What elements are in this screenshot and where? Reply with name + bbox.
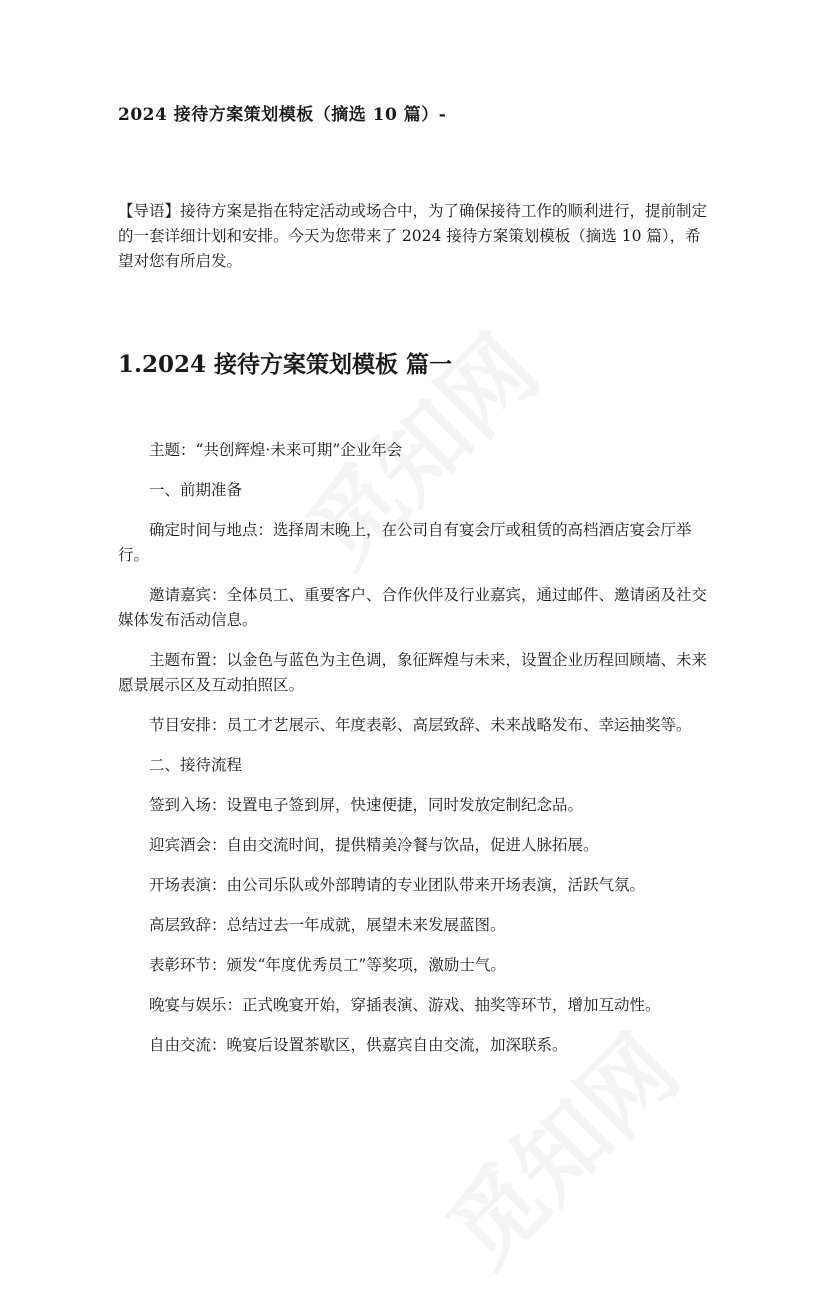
body-paragraph: 主题布置：以金色与蓝色为主色调，象征辉煌与未来，设置企业历程回顾墙、未来愿景展示区及互动拍照区。 bbox=[118, 651, 708, 694]
body-paragraph: 高层致辞：总结过去一年成就，展望未来发展蓝图。 bbox=[149, 916, 506, 934]
body-paragraph: 签到入场：设置电子签到屏，快速便捷，同时发放定制纪念品。 bbox=[149, 796, 584, 814]
body-paragraph: 开场表演：由公司乐队或外部聘请的专业团队带来开场表演，活跃气氛。 bbox=[149, 876, 646, 894]
body-paragraph: 节目安排：员工才艺展示、年度表彰、高层致辞、未来战略发布、幸运抽奖等。 bbox=[149, 716, 692, 734]
body-paragraph: 邀请嘉宾：全体员工、重要客户、合作伙伴及行业嘉宾，通过邮件、邀请函及社交媒体发布活动信息。 bbox=[118, 586, 708, 629]
document-title: 2024 接待方案策划模板（摘选 10 篇）- bbox=[118, 105, 447, 125]
body-paragraph: 确定时间与地点：选择周末晚上，在公司自有宴会厅或租赁的高档酒店宴会厅举行。 bbox=[118, 521, 692, 564]
subsection-heading: 二、接待流程 bbox=[149, 756, 243, 774]
body-paragraph: 自由交流：晚宴后设置茶歇区，供嘉宾自由交流，加深联系。 bbox=[149, 1036, 568, 1054]
body-paragraph: 表彰环节：颁发“年度优秀员工”等奖项，激励士气。 bbox=[149, 956, 506, 974]
body-paragraph: 主题：“共创辉煌·未来可期”企业年会 bbox=[149, 441, 403, 459]
intro-paragraph: 【导语】接待方案是指在特定活动或场合中，为了确保接待工作的顺利进行，提前制定的一套详细计划和安排。今天为您带来了 2024 接待方案策划模板（摘选 10 篇），希望对您有所启发。 bbox=[118, 202, 708, 270]
subsection-heading: 一、前期准备 bbox=[149, 481, 243, 499]
body-paragraph: 晚宴与娱乐：正式晚宴开始，穿插表演、游戏、抽奖等环节，增加互动性。 bbox=[149, 996, 661, 1014]
section-heading: 1.2024 接待方案策划模板 篇一 bbox=[118, 351, 453, 378]
body-paragraph: 迎宾酒会：自由交流时间，提供精美冷餐与饮品，促进人脉拓展。 bbox=[149, 836, 599, 854]
section-body bbox=[118, 438, 722, 1073]
